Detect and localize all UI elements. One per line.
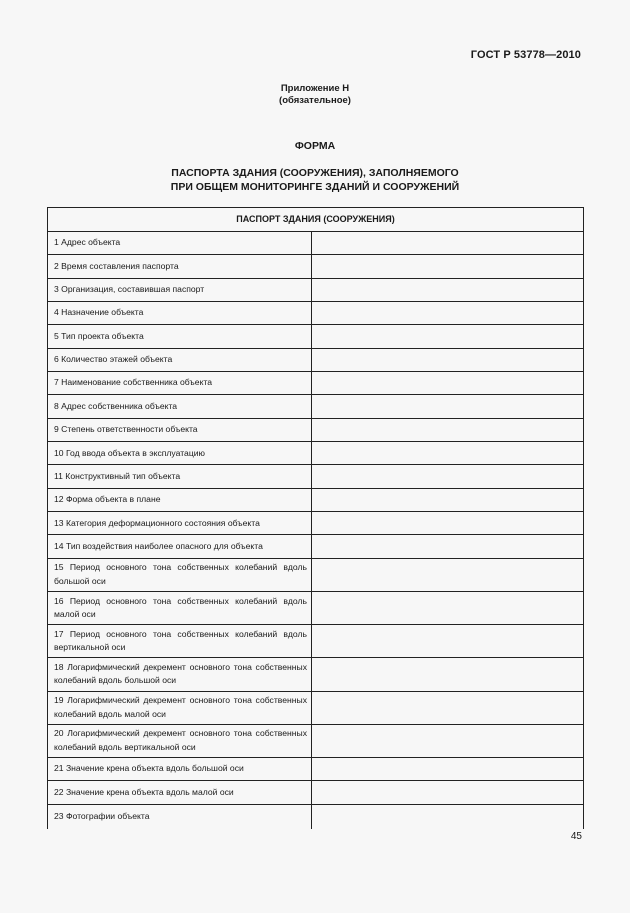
table-row [48,805,583,829]
appendix-status: (обязательное) [279,95,351,106]
row-label: 11 Конструктивный тип объекта [48,465,312,487]
row-value-field[interactable] [312,535,583,557]
row-label: 2 Время составления паспорта [48,255,312,277]
table-row [48,592,583,625]
row-value-field[interactable] [312,512,583,534]
table-row [48,279,583,302]
row-label: 10 Год ввода объекта в эксплуатацию [48,442,312,464]
row-value-field[interactable] [312,349,583,371]
table-row [48,512,583,535]
row-value-field[interactable] [312,758,583,780]
row-value-field[interactable] [312,625,583,657]
row-value-field[interactable] [312,781,583,803]
appendix-heading [0,83,630,107]
row-value-field[interactable] [312,465,583,487]
row-value-field[interactable] [312,279,583,301]
table-row [48,232,583,255]
row-value-field[interactable] [312,692,583,724]
row-value-field[interactable] [312,419,583,441]
table-row [48,465,583,488]
row-label: 7 Наименование собственника объекта [48,372,312,394]
row-label: 14 Тип воздействия наиболее опасного для объекта [48,535,312,557]
document-code: ГОСТ Р 53778—2010 [470,49,581,61]
table-row [48,758,583,781]
table-row [48,535,583,558]
row-label: 12 Форма объекта в плане [48,489,312,511]
table-row [48,372,583,395]
row-label: 6 Количество этажей объекта [48,349,312,371]
passport-table-heading: ПАСПОРТ ЗДАНИЯ (СООРУЖЕНИЯ) [48,208,583,232]
table-row [48,349,583,372]
row-label: 3 Организация, составившая паспорт [48,279,312,301]
row-label: 9 Степень ответственности объекта [48,419,312,441]
row-label: 16 Период основного тона собственных колебаний вдоль малой оси [48,592,312,624]
row-value-field[interactable] [312,372,583,394]
row-label: 23 Фотографии объекта [48,805,312,829]
appendix-title: Приложение Н [280,83,350,94]
passport-table [47,207,584,829]
table-row [48,419,583,442]
row-value-field[interactable] [312,592,583,624]
page-number: 45 [570,831,582,842]
form-label: ФОРМА [294,140,336,152]
form-title [0,167,630,194]
row-value-field[interactable] [312,442,583,464]
row-label: 8 Адрес собственника объекта [48,395,312,417]
row-label: 18 Логарифмический декремент основного тона собственных колебаний вдоль большой оси [48,658,312,690]
table-row [48,302,583,325]
row-label: 20 Логарифмический декремент основного тона собственных колебаний вдоль вертикальной оси [48,725,312,757]
row-label: 17 Период основного тона собственных колебаний вдоль вертикальной оси [48,625,312,657]
row-label: 1 Адрес объекта [48,232,312,254]
row-value-field[interactable] [312,325,583,347]
row-value-field[interactable] [312,255,583,277]
table-row [48,658,583,691]
row-value-field[interactable] [312,302,583,324]
row-label: 13 Категория деформационного состояния объекта [48,512,312,534]
table-row [48,559,583,592]
row-value-field[interactable] [312,232,583,254]
row-value-field[interactable] [312,559,583,591]
row-label: 15 Период основного тона собственных колебаний вдоль большой оси [48,559,312,591]
table-row [48,625,583,658]
table-row [48,781,583,804]
row-value-field[interactable] [312,658,583,690]
row-label: 5 Тип проекта объекта [48,325,312,347]
form-title-line-2: ПРИ ОБЩЕМ МОНИТОРИНГЕ ЗДАНИЙ И СООРУЖЕНИЙ [170,180,460,193]
table-row [48,255,583,278]
row-label: 22 Значение крена объекта вдоль малой оси [48,781,312,803]
form-title-line-1: ПАСПОРТА ЗДАНИЯ (СООРУЖЕНИЯ), ЗАПОЛНЯЕМОГО [171,167,459,179]
row-value-field[interactable] [312,805,583,829]
row-label: 19 Логарифмический декремент основного тона собственных колебаний вдоль малой оси [48,692,312,724]
row-label: 21 Значение крена объекта вдоль большой оси [48,758,312,780]
table-row [48,725,583,758]
table-row [48,395,583,418]
passport-table-body [48,232,583,829]
table-row [48,325,583,348]
row-label: 4 Назначение объекта [48,302,312,324]
table-row [48,489,583,512]
table-row [48,692,583,725]
row-value-field[interactable] [312,725,583,757]
table-row [48,442,583,465]
row-value-field[interactable] [312,489,583,511]
row-value-field[interactable] [312,395,583,417]
